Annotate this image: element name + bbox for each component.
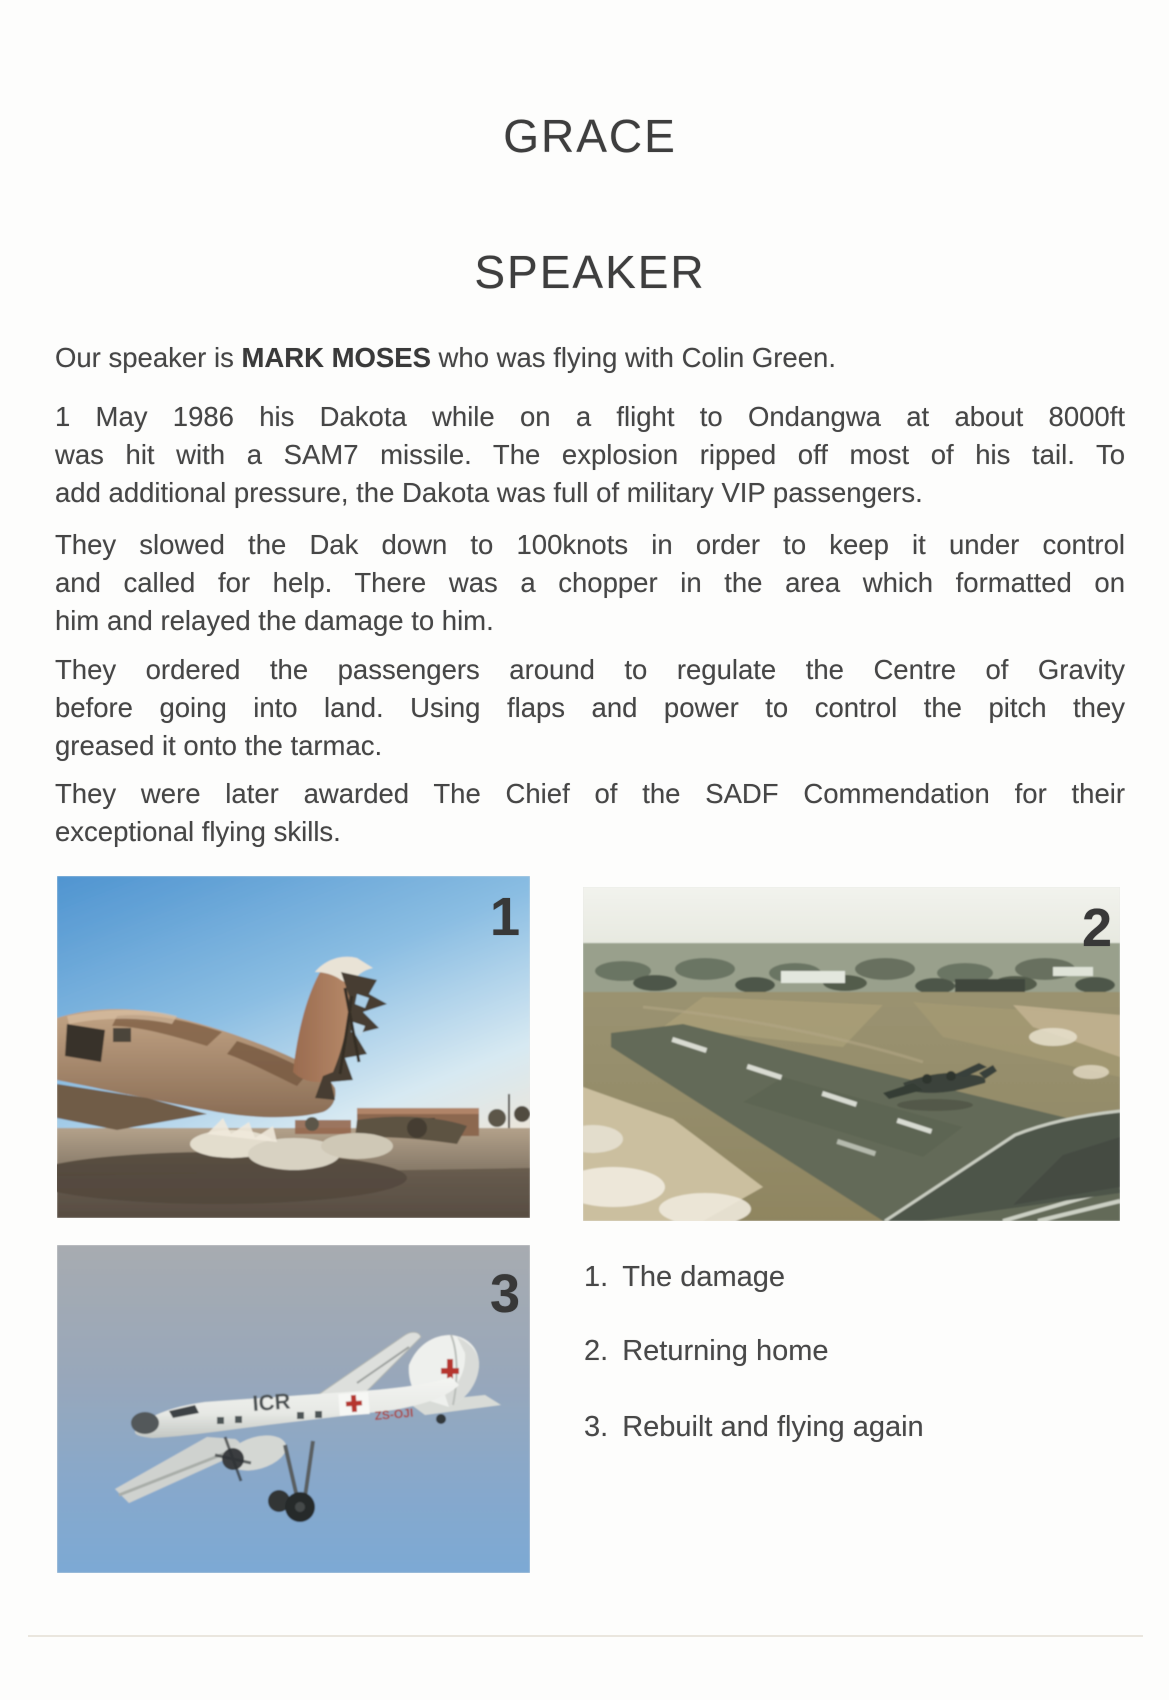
text-line: They slowed the Dak down to 100knots in order to keep it under control xyxy=(55,529,1125,560)
scan-artifact-line xyxy=(28,1635,1143,1637)
paragraph-4 xyxy=(55,775,1125,851)
caption-3-number: 3. xyxy=(584,1411,609,1443)
page-subtitle: SPEAKER xyxy=(474,246,706,298)
caption-3 xyxy=(584,1408,924,1446)
photo-1-number: 1 xyxy=(489,887,520,947)
text-line: exceptional flying skills. xyxy=(55,816,341,847)
text-line: greased it onto the tarmac. xyxy=(55,730,383,761)
rebuilt-dakota-illustration xyxy=(57,1245,530,1573)
paragraph-2 xyxy=(55,526,1125,640)
photo-2-runway-aerial xyxy=(583,887,1120,1221)
photo-3-rebuilt-dakota xyxy=(57,1245,530,1573)
fuselage-lettering: ICR xyxy=(251,1388,292,1416)
text-line: him and relayed the damage to him. xyxy=(55,605,494,636)
tail-wheel xyxy=(436,1414,446,1424)
intro-suffix: who was flying with Colin Green. xyxy=(430,342,836,373)
photo-2-number: 2 xyxy=(1081,898,1112,958)
damaged-dakota-illustration xyxy=(57,876,530,1218)
caption-2-text: Returning home xyxy=(622,1335,829,1367)
text-line: was hit with a SAM7 missile. The explosion ripped off most of his tail. To xyxy=(55,439,1125,470)
text-line: They ordered the passengers around to regulate the Centre of Gravity xyxy=(55,654,1125,685)
runway-aerial-illustration xyxy=(583,887,1120,1221)
text-line: before going into land. Using flaps and power to control the pitch they xyxy=(55,692,1125,723)
page-title: GRACE xyxy=(503,110,677,162)
intro-paragraph xyxy=(55,339,1125,377)
text-line: 1 May 1986 his Dakota while on a flight to Ondangwa at about 8000ft xyxy=(55,401,1125,432)
text-line: They were later awarded The Chief of the SADF Commendation for their xyxy=(55,778,1125,809)
caption-3-text: Rebuilt and flying again xyxy=(622,1411,924,1443)
nose-cone xyxy=(131,1412,159,1434)
foreground-tarmac xyxy=(57,1168,530,1218)
caption-2 xyxy=(584,1332,829,1370)
speaker-name: MARK MOSES xyxy=(241,342,431,373)
photo-3-number: 3 xyxy=(489,1264,520,1324)
tree-line xyxy=(583,943,1120,997)
paragraph-3 xyxy=(55,651,1125,765)
caption-2-number: 2. xyxy=(584,1335,609,1367)
intro-prefix: Our speaker is xyxy=(55,342,242,373)
registration-text: ZS-OJI xyxy=(374,1405,414,1423)
paragraph-1 xyxy=(55,398,1125,512)
photo-1-damaged-dakota xyxy=(57,876,530,1218)
hazy-sky xyxy=(583,887,1120,947)
caption-1 xyxy=(584,1258,785,1296)
text-line: add additional pressure, the Dakota was full of military VIP passengers. xyxy=(55,477,923,508)
text-line: and called for help. There was a chopper in the area which formatted on xyxy=(55,567,1125,598)
caption-1-number: 1. xyxy=(584,1261,609,1293)
caption-1-text: The damage xyxy=(622,1261,786,1293)
